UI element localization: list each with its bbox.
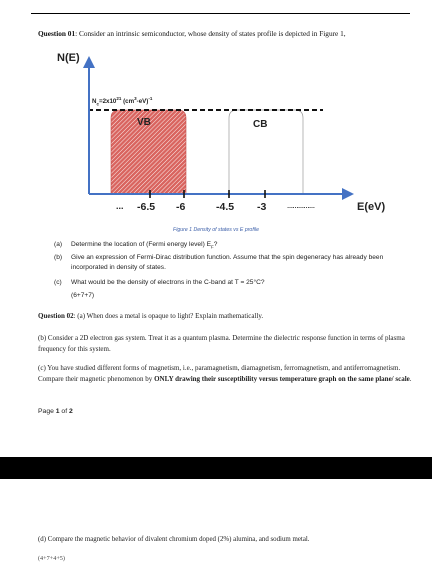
part-key: (c) — [54, 279, 62, 286]
figure-caption: Figure 1 Density of states vs E profile — [173, 227, 259, 233]
part-text: Give an expression of Fermi-Dirac distribution function. Assume that the spin degeneracy has already been incorporated in density of states. — [71, 254, 384, 271]
q2-c-tail: . — [409, 374, 412, 383]
q1-marks: (6+7+7) — [71, 292, 95, 299]
nc-value: =2x10 — [98, 98, 117, 106]
tick-label-ellipsis-left: ... — [116, 201, 124, 211]
cb-label: CB — [253, 119, 268, 130]
tick-label-neg3: -3 — [257, 201, 267, 213]
nc-unit: (cm — [121, 98, 135, 106]
fermi-subscript: F — [211, 244, 214, 250]
part-key: (b) — [54, 254, 63, 261]
q1-part-a — [54, 240, 414, 250]
q1-text: : Consider an intrinsic semiconductor, whose density of states profile is depicted in Figure 1, — [75, 29, 346, 38]
figure-1 — [0, 0, 432, 240]
q2-label: Question 02 — [38, 312, 74, 320]
nc-subscript: c — [96, 101, 99, 107]
page-separator — [0, 457, 432, 479]
part-text: What would be the density of electrons in the C-band at T = 25°C? — [71, 279, 265, 286]
nc-label — [92, 96, 152, 106]
nc-unit-exp: 3 — [134, 96, 137, 101]
vb-label: VB — [137, 117, 151, 128]
q2-marks: (4+7+4+5) — [38, 555, 65, 562]
part-key: (a) — [54, 241, 63, 248]
tick-label-neg6: -6 — [176, 201, 186, 213]
nc-symbol: N — [92, 98, 97, 106]
q2-c-text: (c) You have studied different forms of magnetism, i.e., paramagnetism, diamagnetism, ferromagnetism, and antiferromagnetism. Compare their magnetic phenomenon by — [38, 364, 401, 383]
q2-a-text: : (a) When does a metal is opaque to light? Explain mathematically. — [73, 312, 264, 320]
x-axis-label: E(eV) — [357, 201, 386, 213]
question-02-b: (b) Consider a 2D electron gas system. Treat it as a quantum plasma. Determine the dielectric response function in terms of plasma frequency for this system. — [38, 334, 405, 353]
page-number: Page 1 of 2 — [38, 408, 73, 415]
question-02-c — [38, 363, 416, 384]
q1-part-b — [54, 253, 414, 273]
nc-unit-exp2: -1 — [148, 96, 153, 101]
y-axis-label: N(E) — [57, 52, 80, 64]
q1-part-c — [54, 278, 414, 288]
question-02-a — [38, 311, 416, 322]
q2-c-bold: ONLY drawing their susceptibility versus temperature graph on the same plane/ scale — [154, 374, 410, 383]
tick-label-ellipsis-right: …………… — [287, 204, 315, 210]
q1-label: Question 01 — [38, 29, 76, 38]
nc-unit-tail: -eV) — [136, 98, 149, 106]
page-2 — [0, 479, 432, 561]
part-text: Determine the location of (Fermi energy level) E — [71, 241, 211, 248]
tick-label-neg6.5: -6.5 — [137, 201, 156, 213]
tick-label-neg4.5: -4.5 — [216, 201, 235, 213]
question-02-d: (d) Compare the magnetic behavior of divalent chromium doped (2%) alumina, and sodium metal. — [38, 536, 310, 543]
part-tail: ? — [213, 241, 218, 248]
nc-exponent: 21 — [116, 96, 122, 101]
